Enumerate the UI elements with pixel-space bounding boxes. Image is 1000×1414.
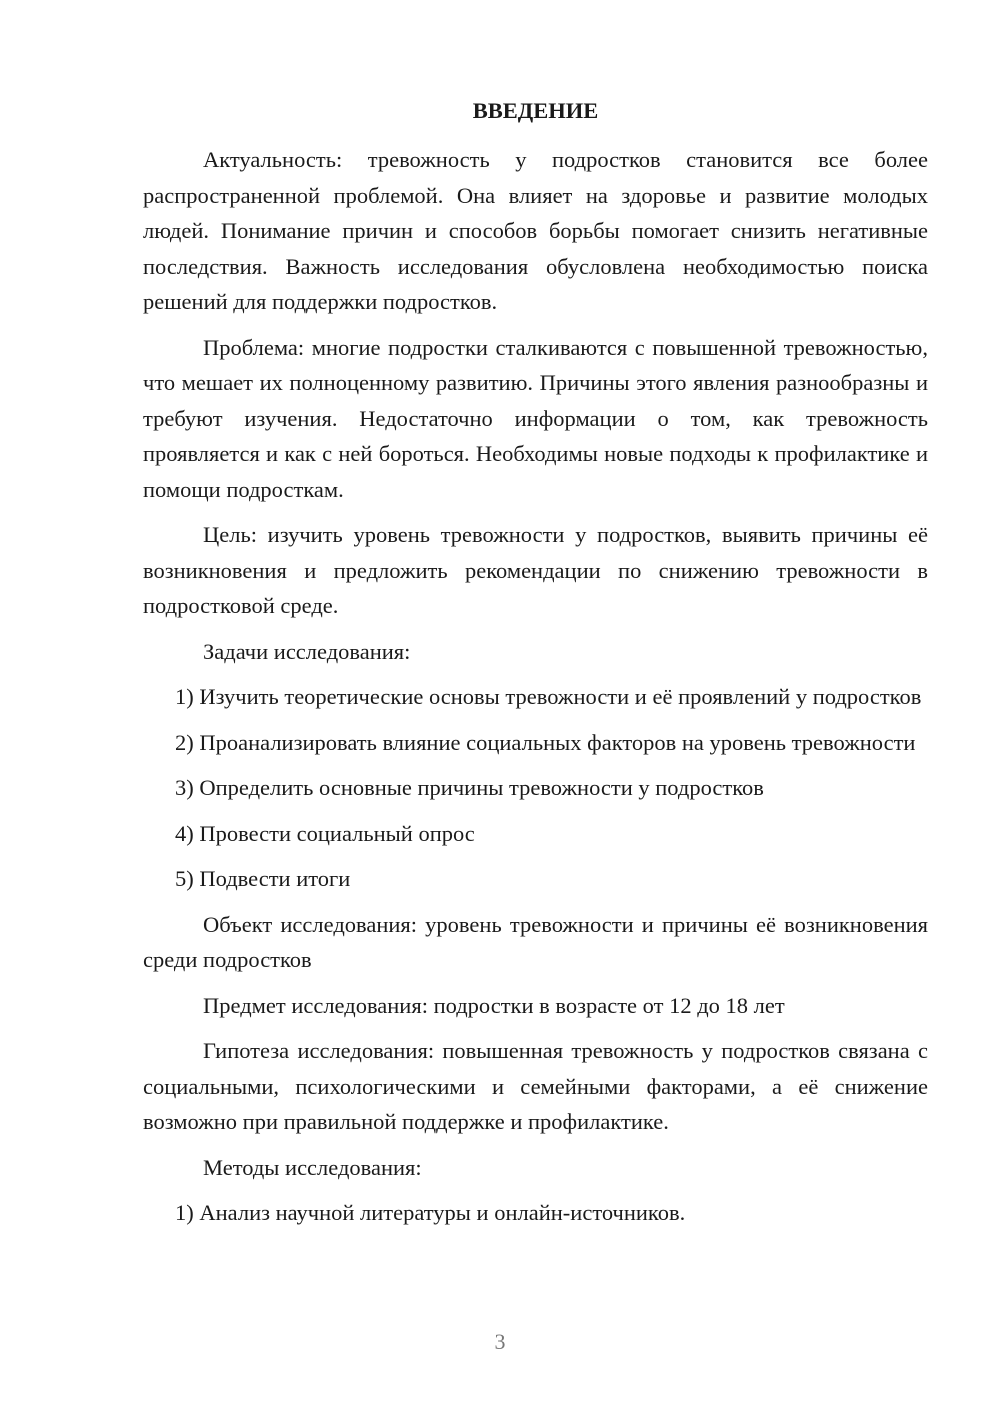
subject-paragraph: Предмет исследования: подростки в возрасте от 12 до 18 лет	[203, 992, 785, 1018]
problem-paragraph: Проблема: многие подростки сталкиваются с повышенной тревожностью, что мешает их полноценному развитию. Причины этого явления разнообразны и требуют изучения. Недостаточно информации о том, как тревожность проявляется и как с ней бороться. Необходимы новые подходы к профилактике и помощи подросткам.	[143, 334, 928, 502]
tasks-heading: Задачи исследования:	[203, 638, 411, 664]
page-content	[143, 93, 928, 1241]
relevance-paragraph: Актуальность: тревожность у подростков становится все более распространенной проблемой. Она влияет на здоровье и развитие молодых людей. Понимание причин и способов борьбы помогает снизить негативные последствия. Важность исследования обусловлена необходимостью поиска решений для поддержки подростков.	[143, 147, 928, 314]
page-title: ВВЕДЕНИЕ	[472, 98, 599, 123]
task-item: 1) Изучить теоретические основы тревожности и её проявлений у подростков	[175, 684, 922, 709]
task-item: 4) Провести социальный опрос	[175, 820, 475, 846]
hypothesis-paragraph: Гипотеза исследования: повышенная тревожность у подростков связана с социальными, психологическими и семейными факторами, а её снижение возможно при правильной поддержке и профилактике.	[143, 1038, 928, 1134]
task-item: 3) Определить основные причины тревожности у подростков	[175, 775, 764, 800]
page-number: 3	[494, 1329, 506, 1354]
task-item: 5) Подвести итоги	[175, 866, 351, 891]
object-paragraph: Объект исследования: уровень тревожности и причины её возникновения среди подростков	[143, 911, 928, 972]
task-item: 2) Проанализировать влияние социальных факторов на уровень тревожности	[175, 729, 916, 755]
method-item: 1) Анализ научной литературы и онлайн-источников.	[175, 1200, 686, 1225]
goal-paragraph: Цель: изучить уровень тревожности у подростков, выявить причины её возникновения и предложить рекомендации по снижению тревожности в подростковой среде.	[143, 522, 928, 618]
methods-heading: Методы исследования:	[203, 1154, 422, 1180]
